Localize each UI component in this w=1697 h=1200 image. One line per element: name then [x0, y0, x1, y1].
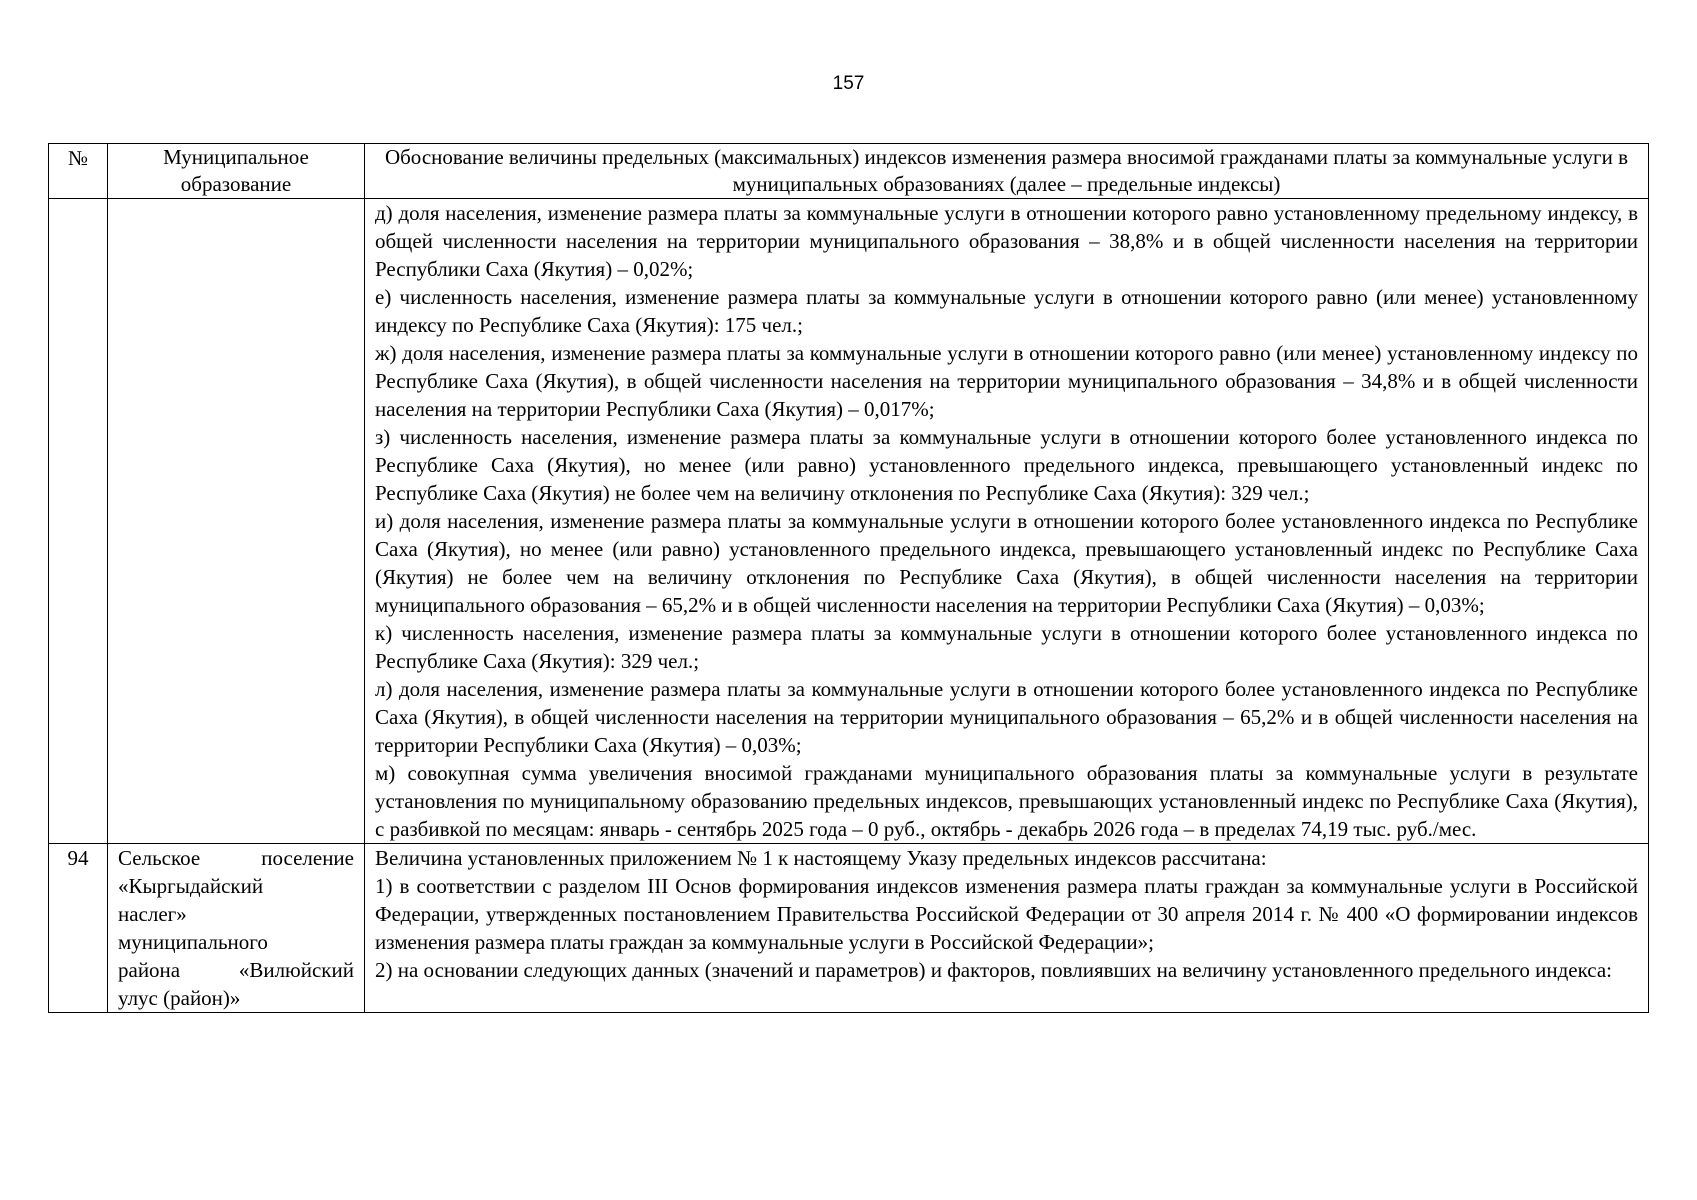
paragraph-zh: ж) доля населения, изменение размера платы за коммунальные услуги в отношении которого равно (или менее) установленному индексу по Республике Саха (Якутия), в общей численности населения на территории муниципального образования – 34,8% и в общей численности населения на территории Республики Саха (Якутия) – 0,017%; — [375, 341, 1638, 421]
header-number: № — [49, 144, 108, 199]
municipality-line: «Кыргыдайский — [118, 874, 264, 898]
table-header-row — [49, 144, 1649, 199]
municipality-line: улус (район)» — [118, 986, 241, 1010]
paragraph-intro: Величина установленных приложением № 1 к настоящему Указу предельных индексов рассчитана: — [375, 846, 1267, 870]
paragraph-2: 2) на основании следующих данных (значений и параметров) и факторов, повлиявших на величину установленного предельного индекса: — [375, 958, 1613, 982]
row-municipality — [108, 844, 365, 1013]
row-municipality — [108, 199, 365, 844]
paragraph-d: д) доля населения, изменение размера платы за коммунальные услуги в отношении которого равно установленному предельному индексу, в общей численности населения на территории муниципального образования – 38,8% и в общей численности населения на территории Республики Саха (Якутия) – 0,02%; — [375, 201, 1638, 281]
municipality-line: наслег» — [118, 902, 187, 926]
municipality-line: района «Вилюйский — [118, 958, 354, 982]
municipality-line: Сельское поселение — [118, 846, 354, 870]
row-number — [49, 199, 108, 844]
header-municipality: Муниципальное образование — [108, 144, 365, 199]
paragraph-e: е) численность населения, изменение размера платы за коммунальные услуги в отношении которого равно (или менее) установленному индексу по Республике Саха (Якутия): 175 чел.; — [375, 285, 1638, 337]
paragraph-z: з) численность населения, изменение размера платы за коммунальные услуги в отношении которого более установленного индекса по Республике Саха (Якутия), но менее (или равно) установленного предельного индекса, превышающего установленный индекс по Республике Саха (Якутия) не более чем на величину отклонения по Республике Саха (Якутия): 329 чел.; — [375, 425, 1638, 505]
row-number: 94 — [49, 844, 108, 1013]
paragraph-k: к) численность населения, изменение размера платы за коммунальные услуги в отношении которого более установленного индекса по Республике Саха (Якутия): 329 чел.; — [375, 621, 1638, 673]
table-row — [49, 844, 1649, 1013]
paragraph-l: л) доля населения, изменение размера платы за коммунальные услуги в отношении которого более установленного индекса по Республике Саха (Якутия), в общей численности населения на территории муниципального образования – 65,2% и в общей численности населения на территории Республики Саха (Якутия) – 0,03%; — [375, 677, 1638, 757]
paragraph-m: м) совокупная сумма увеличения вносимой гражданами муниципального образования платы за коммунальные услуги в результате установления по муниципальному образованию предельных индексов, превышающих установленный индекс по Республике Саха (Якутия), с разбивкой по месяцам: январь - сентябрь 2025 года – 0 руб., октябрь - декабрь 2026 года – в пределах 74,19 тыс. руб./мес. — [375, 761, 1638, 841]
paragraph-i: и) доля населения, изменение размера платы за коммунальные услуги в отношении которого более установленного индекса по Республике Саха (Якутия), но менее (или равно) установленного предельного индекса, превышающего установленный индекс по Республике Саха (Якутия) не более чем на величину отклонения по Республике Саха (Якутия), в общей численности населения на территории муниципального образования – 65,2% и в общей численности населения на территории Республики Саха (Якутия) – 0,03%; — [375, 509, 1638, 617]
indices-table — [48, 143, 1649, 1013]
row-justification — [365, 199, 1649, 844]
page-number: 157 — [832, 73, 865, 94]
table-row — [49, 199, 1649, 844]
row-justification — [365, 844, 1649, 1013]
header-justification: Обоснование величины предельных (максимальных) индексов изменения размера вносимой гражданами платы за коммунальные услуги в муниципальных образованиях (далее – предельные индексы) — [365, 144, 1649, 199]
paragraph-1: 1) в соответствии с разделом III Основ формирования индексов изменения размера платы граждан за коммунальные услуги в Российской Федерации, утвержденных постановлением Правительства Российской Федерации от 30 апреля 2014 г. № 400 «О формировании индексов изменения размера платы граждан за коммунальные услуги в Российской Федерации»; — [375, 874, 1638, 954]
municipality-line: муниципального — [118, 930, 268, 954]
